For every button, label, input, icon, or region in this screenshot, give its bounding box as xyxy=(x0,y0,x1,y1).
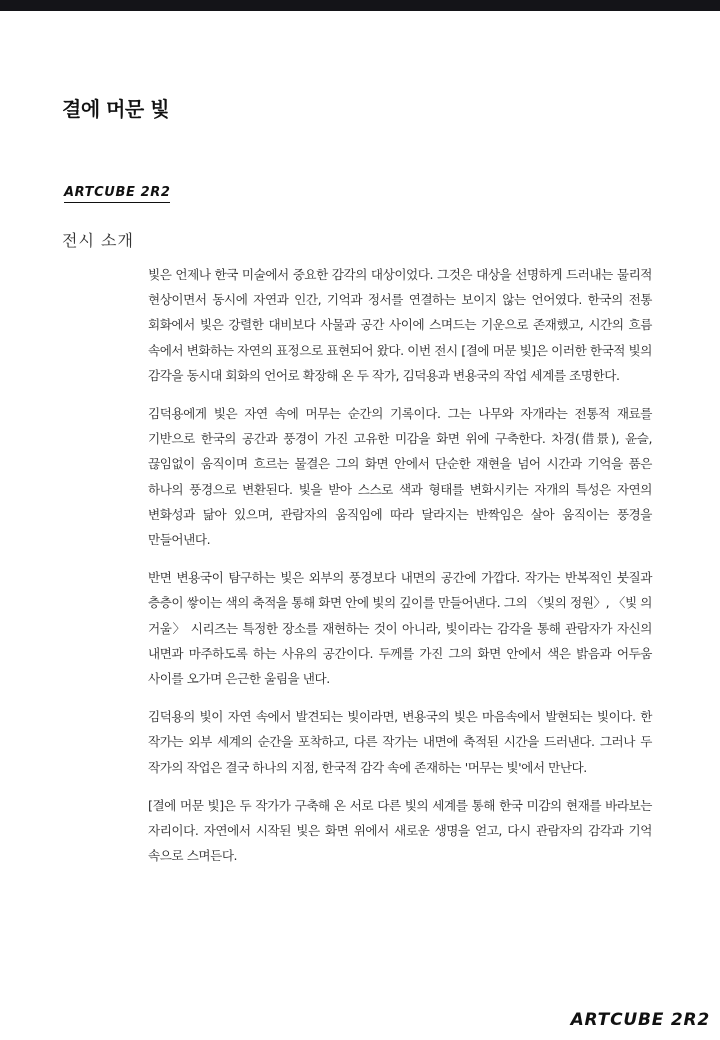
exhibition-description xyxy=(148,262,652,881)
top-bar xyxy=(0,0,720,11)
paragraph: 김덕용의 빛이 자연 속에서 발견되는 빛이라면, 변용국의 빛은 마음속에서 발현되는 빛이다. 한 작가는 외부 세계의 순간을 포착하고, 다른 작가는 내면에 축적된 시간을 드러낸다. 그러나 두 작가의 작업은 결국 하나의 지점, 한국적 감각 속에 존재하는 '머무는 빛'에서 만난다. xyxy=(148,709,652,775)
footer-brand-logo: ARTCUBE 2R2 xyxy=(570,1010,710,1030)
section-heading: 전시 소개 xyxy=(62,231,134,250)
page-title: 결에 머문 빛 xyxy=(62,97,170,121)
paragraph: 김덕용에게 빛은 자연 속에 머무는 순간의 기록이다. 그는 나무와 자개라는 전통적 재료를 기반으로 한국의 공간과 풍경이 가진 고유한 미감을 화면 위에 구축한다. 차경(借景), 윤슬, 끊임없이 움직이며 흐르는 물결은 그의 화면 안에서 단순한 재현을 넘어 시간과 기억을 품은 하나의 풍경으로 변환된다. 빛을 받아 스스로 색과 형태를 변화시키는 자개의 특성은 자연의 변화성과 닮아 있으며, 관람자의 움직임에 따라 달라지는 반짝임은 살아 움직이는 풍경을 만들어낸다. xyxy=(148,406,652,548)
paragraph: 반면 변용국이 탐구하는 빛은 외부의 풍경보다 내면의 공간에 가깝다. 작가는 반복적인 붓질과 층층이 쌓이는 색의 축적을 통해 화면 안에 빛의 깊이를 만들어낸다. 그의 〈빛의 정원〉, 〈빛 의 거울〉 시리즈는 특정한 장소를 재현하는 것이 아니라, 빛이라는 감각을 통해 관람자가 자신의 내면과 마주하도록 하는 사유의 공간이다. 두께를 가진 그의 화면 안에서 색은 밝음과 어두움 사이를 오가며 은근한 울림을 낸다. xyxy=(148,570,652,687)
brand-logo: ARTCUBE 2R2 xyxy=(64,186,170,203)
paragraph: [결에 머문 빛]은 두 작가가 구축해 온 서로 다른 빛의 세계를 통해 한국 미감의 현재를 바라보는 자리이다. 자연에서 시작된 빛은 화면 위에서 새로운 생명을 얻고, 다시 관람자의 감각과 기억 속으로 스며든다. xyxy=(148,797,652,864)
paragraph: 빛은 언제나 한국 미술에서 중요한 감각의 대상이었다. 그것은 대상을 선명하게 드러내는 물리적 현상이면서 동시에 자연과 인간, 기억과 정서를 연결하는 보이지 않는 언어였다. 한국의 전통 회화에서 빛은 강렬한 대비보다 사물과 공간 사이에 스며드는 기운으로 존재했고, 시간의 흐름 속에서 변화하는 자연의 표정으로 표현되어 왔다. 이번 전시 [결에 머문 빛]은 이러한 한국적 빛의 감각을 동시대 회화의 언어로 확장해 온 두 작가, 김덕용과 변용국의 작업 세계를 조명한다. xyxy=(148,267,652,383)
